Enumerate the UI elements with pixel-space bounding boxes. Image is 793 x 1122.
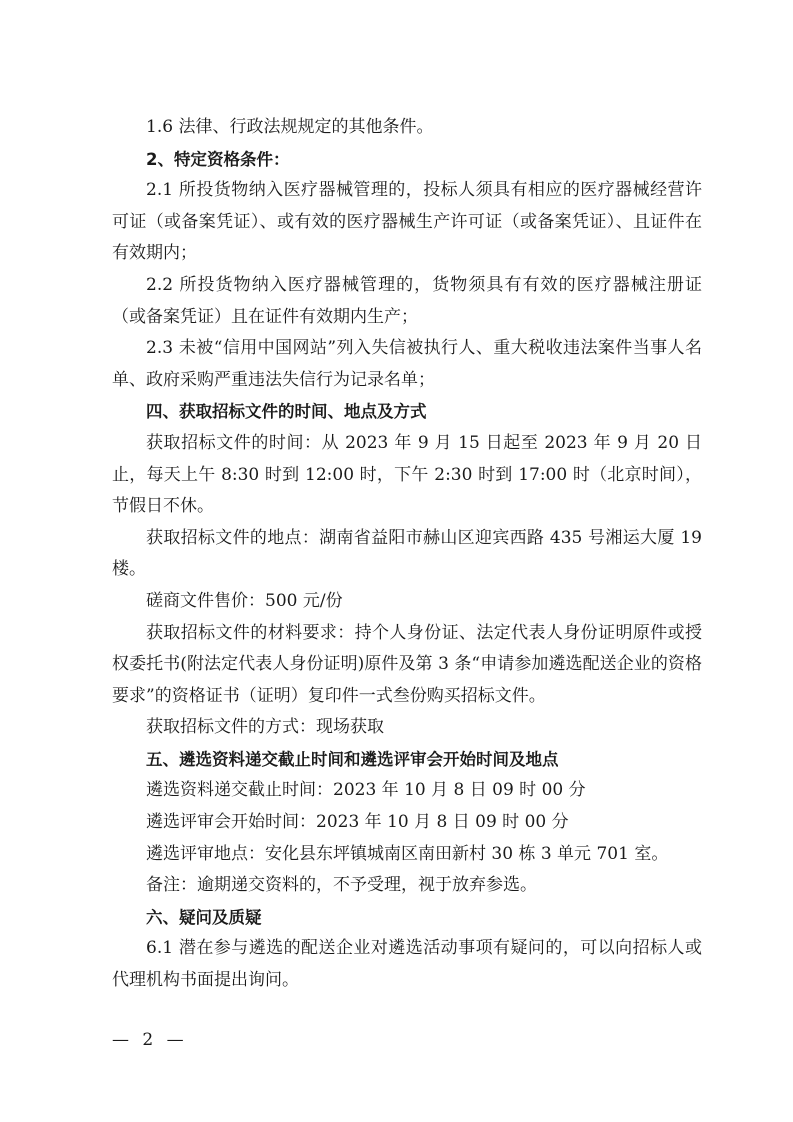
page-number: — 2 — (112, 1030, 188, 1050)
document-acquisition-time: 获取招标文件的时间：从 2023 年 9 月 15 日起至 2023 年 9 月 20 日止，每天上午 8:30 时到 12:00 时，下午 2:30 时到 17:00 时（北京时间），节假日不休。 (112, 432, 702, 517)
review-start-time: 遴选评审会开始时间：2023 年 10 月 8 日 09 时 00 分 (146, 812, 569, 833)
clause-2-1: 2.1 所投货物纳入医疗器械管理的，投标人须具有相应的医疗器械经营许可证（或备案凭证）、或有效的医疗器械生产许可证（或备案凭证）、且证件在有效期内； (112, 180, 702, 264)
submission-deadline: 遴选资料递交截止时间：2023 年 10 月 8 日 09 时 00 分 (146, 780, 586, 801)
document-body (112, 112, 702, 997)
clause-6-1: 6.1 潜在参与遴选的配送企业对遴选活动事项有疑问的，可以向招标人或代理机构书面提出询问。 (112, 938, 702, 991)
heading-special-qualifications: 2、特定资格条件： (146, 149, 290, 169)
document-price: 磋商文件售价：500 元/份 (146, 590, 343, 611)
clause-1-6: 1.6 法律、行政法规规定的其他条件。 (146, 117, 434, 137)
review-location: 遴选评审地点：安化县东坪镇城南区南田新村 30 栋 3 单元 701 室。 (146, 843, 669, 864)
document-acquisition-method: 获取招标文件的方式：现场获取 (146, 717, 384, 738)
document-material-requirements: 获取招标文件的材料要求：持个人身份证、法定代表人身份证明原件或授权委托书(附法定代表人身份证明)原件及第 3 条“申请参加遴选配送企业的资格要求”的资格证书（证明）复印件一式叁份购买招标文件。 (112, 622, 702, 706)
heading-section-6: 六、疑问及质疑 (146, 907, 262, 927)
clause-2-2: 2.2 所投货物纳入医疗器械管理的，货物须具有有效的医疗器械注册证（或备案凭证）且在证件有效期内生产； (112, 274, 702, 327)
document-acquisition-location: 获取招标文件的地点：湖南省益阳市赫山区迎宾西路 435 号湘运大厦 19 楼。 (112, 527, 702, 580)
clause-2-3: 2.3 未被“信用中国网站”列入失信被执行人、重大税收违法案件当事人名单、政府采购严重违法失信行为记录名单； (112, 338, 702, 390)
heading-section-5: 五、遴选资料递交截止时间和遴选评审会开始时间及地点 (146, 749, 559, 769)
remarks: 备注：逾期递交资料的，不予受理，视于放弃参选。 (146, 875, 537, 896)
heading-section-4: 四、获取招标文件的时间、地点及方式 (146, 402, 427, 422)
